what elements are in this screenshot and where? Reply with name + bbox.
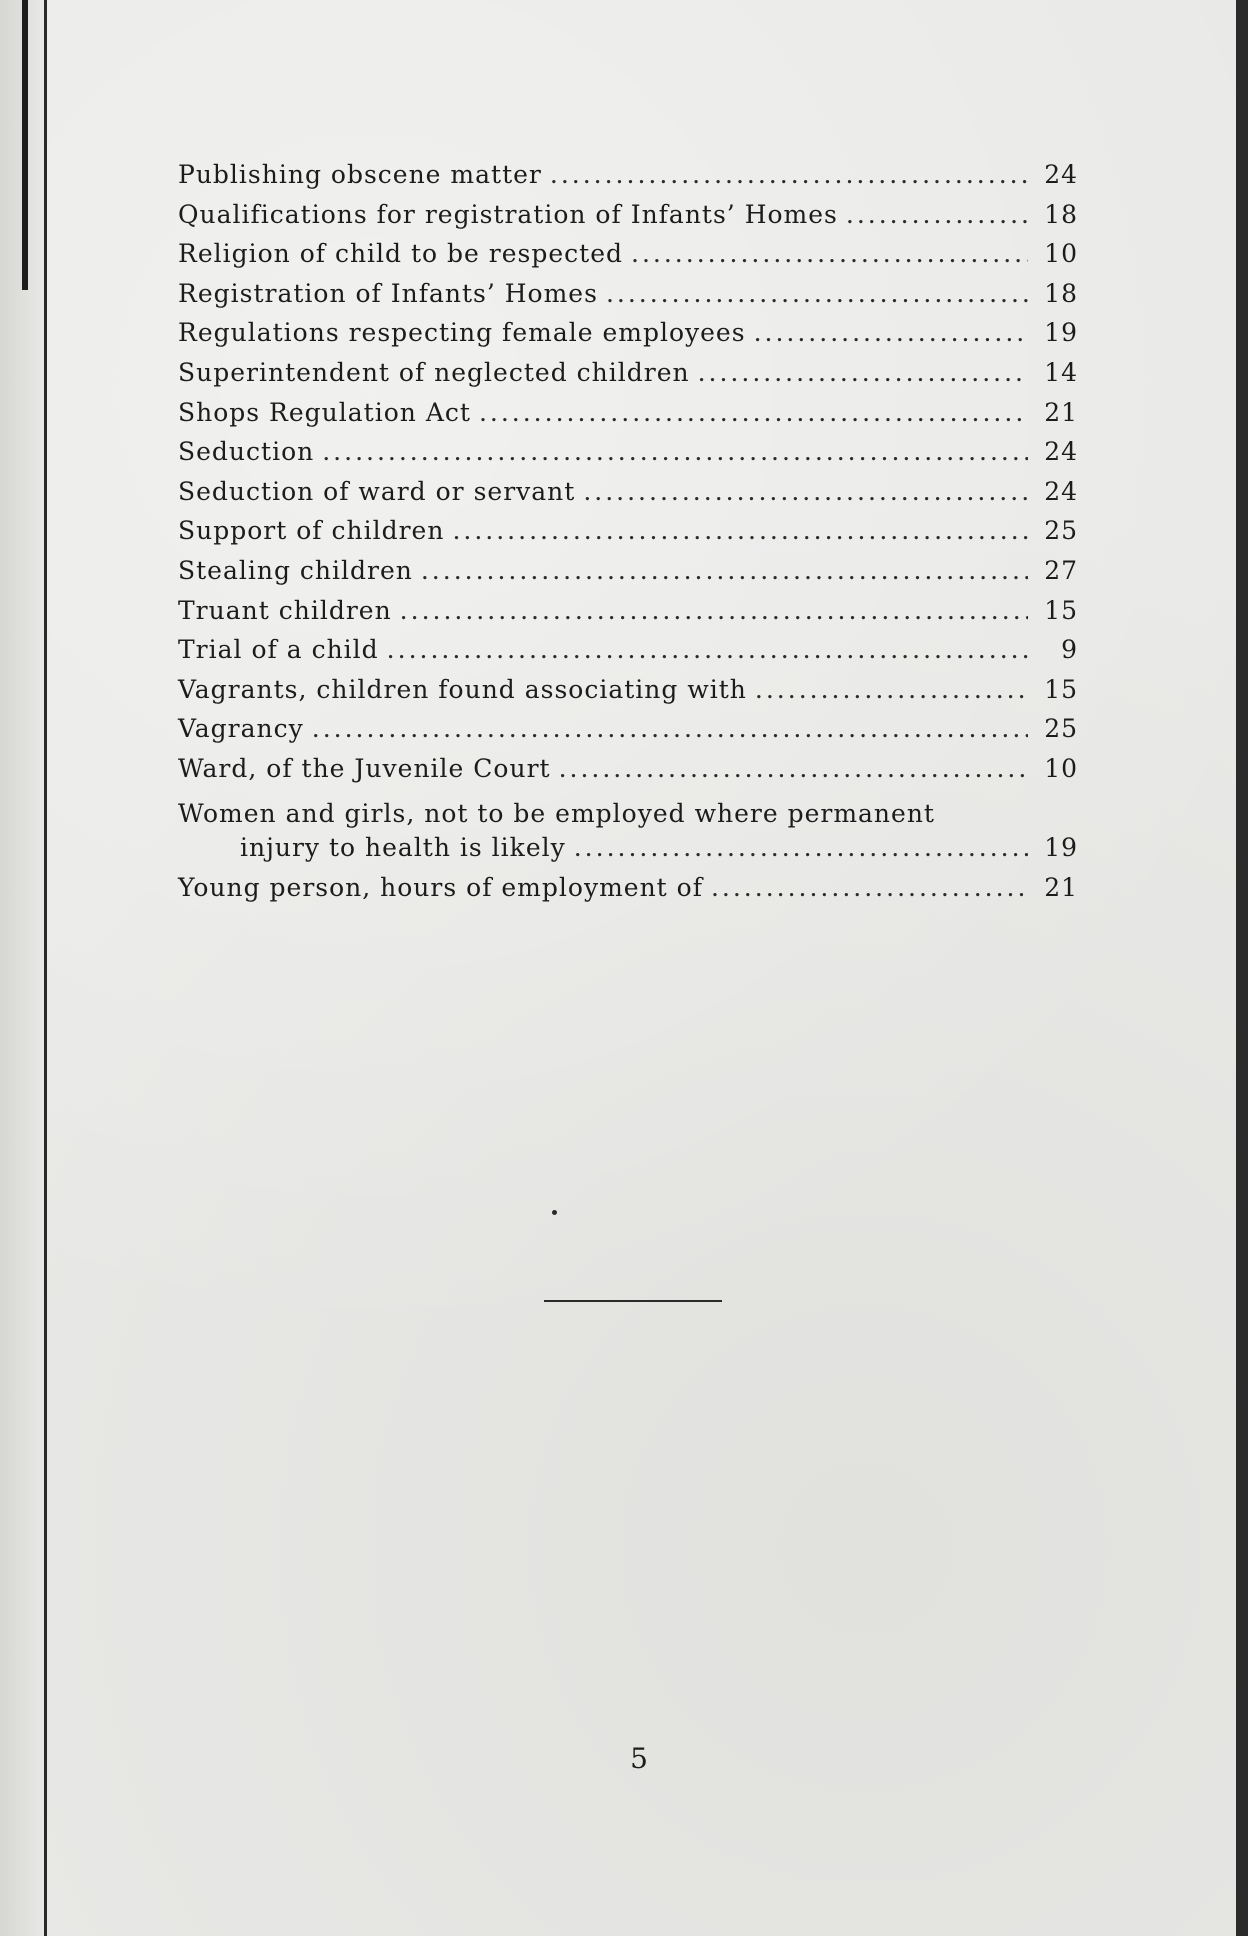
entry-label: Ward, of the Juvenile Court xyxy=(178,753,551,783)
index-entry xyxy=(178,160,1078,200)
leader-dots xyxy=(698,358,1028,387)
index-entry xyxy=(178,516,1078,556)
entry-label: Vagrants, children found associating with xyxy=(178,674,747,704)
leader-dots xyxy=(754,318,1028,347)
index-entry xyxy=(178,675,1078,715)
leader-dots xyxy=(550,160,1028,189)
entry-page: 21 xyxy=(1044,397,1078,427)
entry-page: 18 xyxy=(1044,278,1078,308)
leader-dots xyxy=(711,873,1028,902)
entry-page: 10 xyxy=(1044,753,1078,783)
entry-label: Registration of Infants’ Homes xyxy=(178,278,598,308)
index-entry xyxy=(178,794,1078,873)
leader-dots xyxy=(479,398,1028,427)
entry-label: Shops Regulation Act xyxy=(178,397,471,427)
entry-label: Seduction of ward or servant xyxy=(178,476,576,506)
leader-dots xyxy=(606,279,1028,308)
index-entry xyxy=(178,556,1078,596)
index-entry xyxy=(178,200,1078,240)
index-entry xyxy=(178,596,1078,636)
binding-mark xyxy=(22,0,28,290)
binding-edge-line xyxy=(44,0,47,1936)
entry-page: 21 xyxy=(1044,872,1078,902)
leader-dots xyxy=(421,556,1028,585)
leader-dots xyxy=(574,833,1028,862)
entry-label: Young person, hours of employment of xyxy=(178,872,703,902)
entry-continuation-line xyxy=(178,833,1078,862)
entry-page: 25 xyxy=(1044,714,1078,744)
index-entry xyxy=(178,279,1078,319)
entry-page: 10 xyxy=(1044,239,1078,269)
entry-label: Qualifications for registration of Infants’ Homes xyxy=(178,199,838,229)
entry-page: 14 xyxy=(1044,357,1078,387)
entry-page: 19 xyxy=(1044,318,1078,348)
entry-page: 15 xyxy=(1044,674,1078,704)
leader-dots xyxy=(452,516,1028,545)
index-entry xyxy=(178,477,1078,517)
index-entry xyxy=(178,754,1078,794)
ink-speck xyxy=(552,1210,557,1215)
leader-dots xyxy=(559,754,1028,783)
entry-page: 9 xyxy=(1061,635,1078,665)
leader-dots xyxy=(312,714,1028,743)
index-entry xyxy=(178,358,1078,398)
index-entry xyxy=(178,318,1078,358)
index-entry xyxy=(178,635,1078,675)
entry-page: 24 xyxy=(1044,437,1078,467)
entry-page: 25 xyxy=(1044,516,1078,546)
index-entry xyxy=(178,239,1078,279)
entry-label: Regulations respecting female employees xyxy=(178,318,746,348)
index-entry xyxy=(178,714,1078,754)
section-rule xyxy=(544,1300,722,1302)
leader-dots xyxy=(631,239,1028,268)
entry-label: Women and girls, not to be employed where permanent xyxy=(178,798,935,828)
entry-page: 15 xyxy=(1044,595,1078,625)
page-number: 5 xyxy=(630,1742,648,1775)
entry-label: Trial of a child xyxy=(178,635,379,665)
leader-dots xyxy=(846,200,1028,229)
index-entry xyxy=(178,398,1078,438)
leader-dots xyxy=(400,596,1028,625)
leader-dots xyxy=(322,437,1028,466)
entry-page: 27 xyxy=(1044,555,1078,585)
binding-shadow xyxy=(0,0,46,1936)
scan-edge xyxy=(1236,0,1248,1936)
leader-dots xyxy=(387,635,1028,664)
entry-label: Support of children xyxy=(178,516,445,546)
entry-label: Stealing children xyxy=(178,555,413,585)
entry-label: Publishing obscene matter xyxy=(178,160,542,189)
entry-page: 19 xyxy=(1044,832,1078,862)
index-entry xyxy=(178,437,1078,477)
entry-continuation: injury to health is likely xyxy=(240,832,566,862)
entry-label: Vagrancy xyxy=(178,714,304,744)
entry-label: Truant children xyxy=(178,595,392,625)
leader-dots xyxy=(755,675,1028,704)
entry-label: Religion of child to be respected xyxy=(178,239,624,269)
entry-page: 24 xyxy=(1044,476,1078,506)
index-entry xyxy=(178,873,1078,913)
entry-page: 18 xyxy=(1044,199,1078,229)
entry-label: Superintendent of neglected children xyxy=(178,357,690,387)
entry-label: Seduction xyxy=(178,437,315,467)
leader-dots xyxy=(583,477,1028,506)
index-list xyxy=(178,160,1078,912)
entry-page: 24 xyxy=(1044,160,1078,189)
